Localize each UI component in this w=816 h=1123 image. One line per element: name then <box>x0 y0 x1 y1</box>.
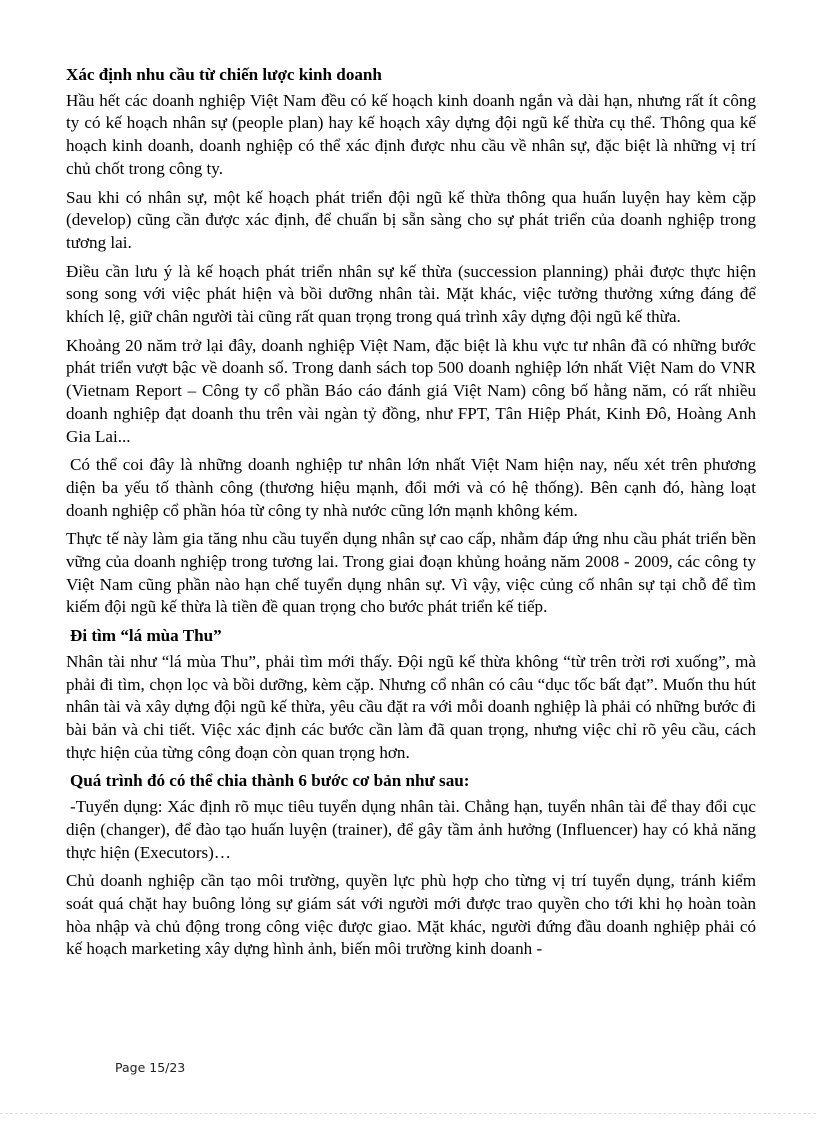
document-page <box>66 64 756 967</box>
page-number: Page 15/23 <box>115 1060 186 1075</box>
paragraph: Nhân tài như “lá mùa Thu”, phải tìm mới thấy. Đội ngũ kế thừa không “từ trên trời rơi xuống”, mà phải đi tìm, chọn lọc và bồi dưỡng, kèm cặp. Nhưng cổ nhân có câu “dục tốc bất đạt”. Muốn thu hút nhân tài và xây dựng đội ngũ kế thừa, yêu cầu đặt ra với mỗi doanh nghiệp là phải có những bước đi bài bản và chi tiết. Việc xác định các bước cần làm đã quan trọng, nhưng việc chỉ rõ yêu cầu, cách thực hiện của từng công đoạn còn quan trọng hơn. <box>66 651 756 762</box>
paragraph: Hầu hết các doanh nghiệp Việt Nam đều có kế hoạch kinh doanh ngắn và dài hạn, nhưng rất ít công ty có kế hoạch nhân sự (people plan) hay kế hoạch xây dựng đội ngũ kế thừa cụ thể. Thông qua kế hoạch kinh doanh, doanh nghiệp có thể xác định được nhu cầu về nhân sự, đặc biệt là những vị trí chủ chốt trong công ty. <box>66 90 756 178</box>
paragraph: Thực tế này làm gia tăng nhu cầu tuyển dụng nhân sự cao cấp, nhằm đáp ứng nhu cầu phát triển bền vững của doanh nghiệp trong tương lai. Trong giai đoạn khủng hoảng năm 2008 - 2009, các công ty Việt Nam cũng phần nào hạn chế tuyển dụng nhân sự. Vì vậy, việc củng cố nhân sự tại chỗ để tìm kiếm đội ngũ kế thừa là tiền đề quan trọng cho bước phát triển kế tiếp. <box>66 529 756 617</box>
paragraph: Điều cần lưu ý là kế hoạch phát triển nhân sự kế thừa (succession planning) phải được thực hiện song song với việc phát hiện và bồi dưỡng nhân tài. Mặt khác, việc tưởng thưởng xứng đáng để khích lệ, giữ chân người tài cũng rất quan trọng trong quá trình xây dựng đội ngũ kế thừa. <box>66 261 756 327</box>
paragraph: Chủ doanh nghiệp cần tạo môi trường, quyền lực phù hợp cho từng vị trí tuyển dụng, tránh kiểm soát quá chặt hay buông lỏng sự giám sát với người mới được trao quyền cho tới khi họ hoàn toàn hòa nhập và chủ động trong công việc được giao. Mặt khác, người đứng đầu doanh nghiệp phải có kế hoạch marketing xây dựng hình ảnh, biến môi trường kinh doanh - <box>66 871 756 959</box>
section-heading-autumn-leaves: Đi tìm “lá mùa Thu” <box>70 626 222 646</box>
paragraph: Có thể coi đây là những doanh nghiệp tư nhân lớn nhất Việt Nam hiện nay, nếu xét trên phương diện ba yếu tố thành công (thương hiệu mạnh, đổi mới và có hệ thống). Bên cạnh đó, hàng loạt doanh nghiệp cổ phần hóa từ công ty nhà nước cũng lớn mạnh không kém. <box>66 455 756 520</box>
section-heading-six-steps: Quá trình đó có thể chia thành 6 bước cơ bản như sau: <box>70 771 470 791</box>
paragraph: -Tuyển dụng: Xác định rõ mục tiêu tuyển dụng nhân tài. Chẳng hạn, tuyển nhân tài để thay đổi cục diện (changer), để đào tạo huấn luyện (trainer), để gây tầm ảnh hưởng (Influencer) hay có khả năng thực hiện (Executors)… <box>66 797 756 862</box>
page-bottom-divider <box>0 1113 816 1114</box>
paragraph: Sau khi có nhân sự, một kế hoạch phát triển đội ngũ kế thừa thông qua huấn luyện hay kèm cặp (develop) cũng cần được xác định, để chuẩn bị sẵn sàng cho sự phát triển của doanh nghiệp trong tương lai. <box>66 187 756 252</box>
paragraph: Khoảng 20 năm trở lại đây, doanh nghiệp Việt Nam, đặc biệt là khu vực tư nhân đã có những bước phát triển vượt bậc về doanh số. Trong danh sách top 500 doanh nghiệp lớn nhất Việt Nam do VNR (Vietnam Report – Công ty cổ phần Báo cáo đánh giá Việt Nam) công bố hằng năm, có rất nhiều doanh nghiệp đạt doanh thu trên vài ngàn tỷ đồng, như FPT, Tân Hiệp Phát, Kinh Đô, Hoàng Anh Gia Lai... <box>66 335 756 446</box>
section-heading-strategy: Xác định nhu cầu từ chiến lược kinh doanh <box>66 65 382 84</box>
